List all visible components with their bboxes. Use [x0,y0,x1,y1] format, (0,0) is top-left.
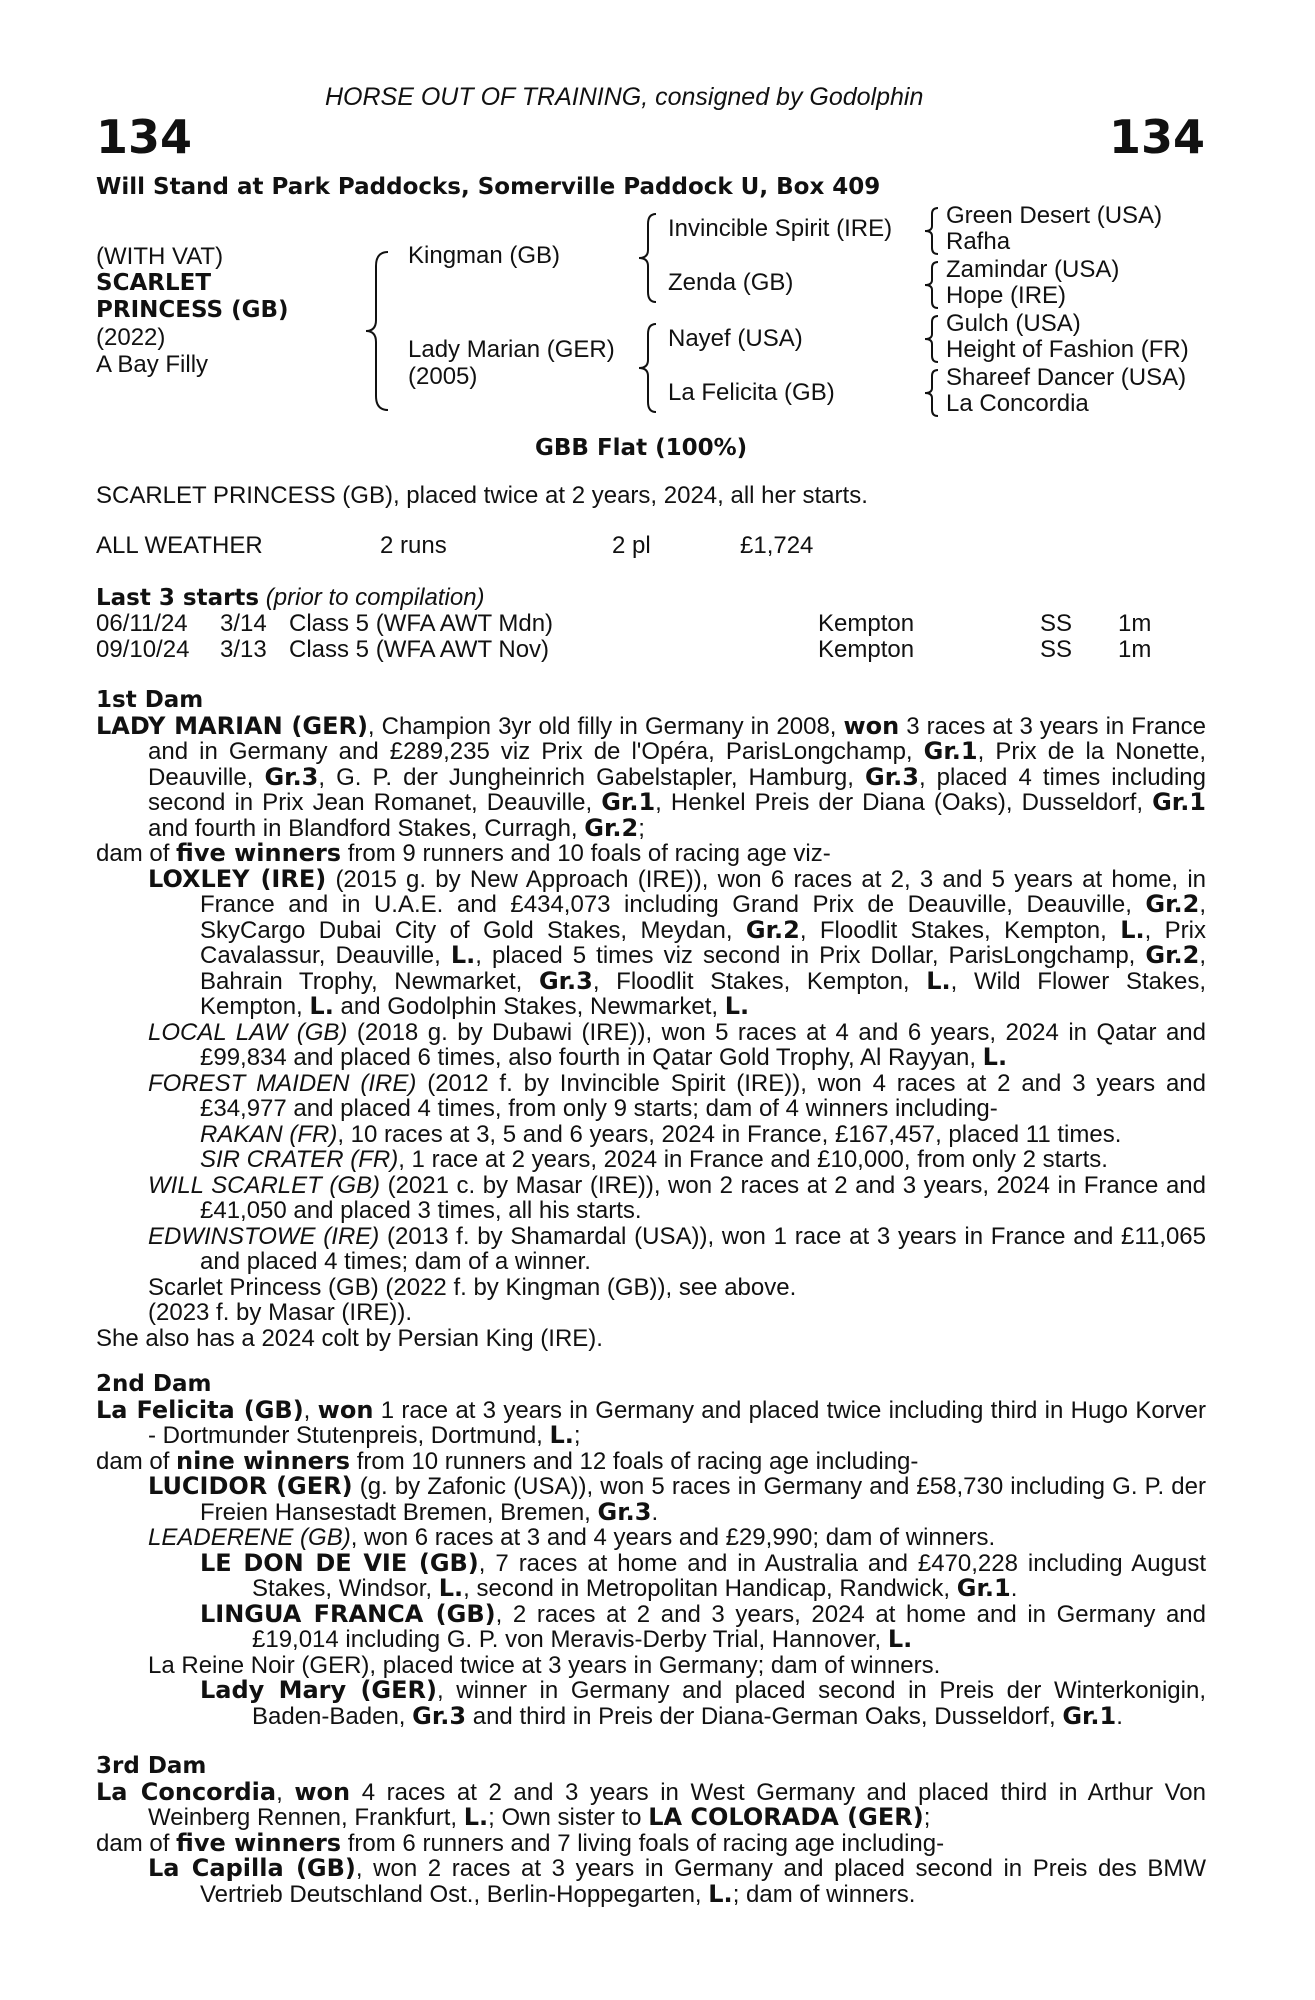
pedigree-ggs-6: Height of Fashion (FR) [946,336,1189,363]
start-going: SS [1040,636,1073,663]
start-course: Kempton [818,610,915,637]
produce-leaderene: LEADERENE (GB), won 6 races at 3 and 4 years and £29,990; dam of winners. [148,1524,996,1551]
start-date: 06/11/24 [96,610,188,637]
pedigree-sire-dam: Zenda (GB) [668,269,794,296]
first-dam-name: LADY MARIAN (GER) [96,711,368,740]
lot-number-left: 134 [96,110,193,164]
pedigree-brace-g1 [922,206,940,256]
pedigree-sire: Kingman (GB) [408,242,561,269]
horse-name-line2: PRINCESS (GB) [96,297,289,323]
stable-location: Will Stand at Park Paddocks, Somerville Paddock U, Box 409 [96,174,881,200]
pedigree-brace-g3 [922,314,940,364]
first-dam-produce-summary: dam of five winners from 9 runners and 10 foals of racing age viz- [96,839,831,867]
pedigree-ggs-7: Shareef Dancer (USA) [946,364,1187,391]
lot-number-right: 134 [1108,110,1205,164]
horse-name-line1: SCARLET [96,270,212,296]
pedigree-ggs-4: Hope (IRE) [946,282,1067,309]
record-runs: 2 runs [380,532,447,559]
pedigree-brace-gen1 [362,250,392,412]
start-distance: 1m [1118,610,1152,637]
produce-loxley: LOXLEY (IRE) (2015 g. by New Approach (IRE)), won 6 races at 2, 3 and 5 years at home, in France and in U.A.E. and £434,073 including Grand Prix de Deauville, Deauville, Gr.2, SkyCargo Dubai City of Gold Stakes, Meydan, Gr.2, Floodlit Stakes, Kempton, L., Prix Cavalassur, Deauville, L., placed 5 times viz second in Prix Dollar, ParisLongchamp, Gr.2, Bahrain Trophy, Newmarket, Gr.3, Floodlit Stakes, Kempton, L., Wild Flower Stakes, Kempton, L. and Godolphin Stakes, Newmarket, L. [148,864,1207,1020]
start-course: Kempton [818,636,915,663]
start-date: 09/10/24 [96,636,190,663]
gbb-flat-badge: GBB Flat (100%) [535,435,748,461]
second-dam-heading: 2nd Dam [96,1371,212,1397]
race-summary: SCARLET PRINCESS (GB), placed twice at 2 years, 2024, all her starts. [96,482,868,509]
third-dam-section [96,1754,1206,1907]
horse-year: (2022) [96,324,166,351]
start-distance: 1m [1118,636,1152,663]
produce-will-scarlet: WILL SCARLET (GB) (2021 c. by Masar (IRE)), won 2 races at 2 and 3 years, 2024 in France and £41,050 and placed 3 times, all his starts. [148,1171,1206,1224]
start-going: SS [1040,610,1073,637]
produce-2024-colt: She also has a 2024 colt by Persian King (IRE). [96,1324,603,1352]
start-position: 3/13 [220,636,267,663]
pedigree-brace-dam [636,322,658,414]
third-dam-name: La Concordia [96,1777,277,1806]
pedigree-brace-g2 [922,260,940,310]
pedigree-dam: Lady Marian (GER) [408,336,615,363]
produce-lady-mary: Lady Mary (GER), winner in Germany and placed second in Preis der Winterkonigin, Baden-Baden, Gr.3 and third in Preis der Diana-German Oaks, Dusseldorf, Gr.1. [200,1676,1207,1730]
start-race: Class 5 (WFA AWT Nov) [289,636,550,663]
third-dam-entry: La Concordia, won 4 races at 2 and 3 years in West Germany and placed third in Arthur Von Weinberg Rennen, Frankfurt, L.; Own sister to LA COLORADA (GER); [96,1777,1206,1831]
produce-forest-maiden: FOREST MAIDEN (IRE) (2012 f. by Invincible Spirit (IRE)), won 4 races at 2 and 3 years and £34,977 and placed 4 times, from only 9 starts; dam of 4 winners including- [148,1069,1206,1122]
pedigree-brace-sire [636,212,658,304]
pedigree-ggs-8: La Concordia [946,390,1089,417]
last-starts-title: Last 3 starts [96,585,260,611]
produce-sir-crater: SIR CRATER (FR), 1 race at 2 years, 2024 in France and £10,000, from only 2 starts. [200,1146,1108,1173]
pedigree-brace-g4 [922,368,940,418]
pedigree-ggs-5: Gulch (USA) [946,310,1081,337]
record-placed: 2 pl [612,532,651,559]
last-starts-note: (prior to compilation) [265,584,485,611]
produce-lucidor: LUCIDOR (GER) (g. by Zafonic (USA)), won 5 races in Germany and £58,730 including G. P. der Freien Hansestadt Bremen, Bremen, Gr.3. [148,1472,1206,1526]
pedigree-dam-sire: Nayef (USA) [668,325,803,352]
pedigree-dam-dam: La Felicita (GB) [668,379,835,406]
second-dam-entry: La Felicita (GB), won 1 race at 3 years in Germany and placed twice including third in Hugo Korver - Dortmunder Stutenpreis, Dortmund, L.; [96,1395,1207,1449]
second-dam-produce-summary: dam of nine winners from 10 runners and 12 foals of racing age including- [96,1446,919,1475]
first-dam-section [96,688,1206,1351]
pedigree-ggs-2: Rafha [946,228,1011,255]
pedigree-dam-year: (2005) [408,363,478,390]
horse-description: A Bay Filly [96,351,209,378]
pedigree-ggs-3: Zamindar (USA) [946,256,1120,283]
produce-scarlet-princess: Scarlet Princess (GB) (2022 f. by Kingman (GB)), see above. [148,1273,797,1301]
last-starts-heading [96,585,485,611]
produce-lingua-franca: LINGUA FRANCA (GB), 2 races at 2 and 3 years, 2024 at home and in Germany and £19,014 including G. P. von Meravis-Derby Trial, Hannover, L. [200,1599,1206,1653]
second-dam-name: La Felicita (GB) [96,1395,304,1424]
third-dam-heading: 3rd Dam [96,1753,207,1779]
second-dam-section [96,1372,1206,1729]
produce-rakan: RAKAN (FR), 10 races at 3, 5 and 6 years, 2024 in France, £167,457, placed 11 times. [200,1120,1122,1148]
vat-note: (WITH VAT) [96,243,224,270]
pedigree-ggs-1: Green Desert (USA) [946,202,1163,229]
first-dam-entry: LADY MARIAN (GER), Champion 3yr old filly in Germany in 2008, won 3 races at 3 years in France and in Germany and £289,235 viz Prix de l'Opéra, ParisLongchamp, Gr.1, Prix de la Nonette, Deauville, Gr.3, G. P. der Jungheinrich Gabelstapler, Hamburg, Gr.3, placed 4 times including second in Prix Jean Romanet, Deauville, Gr.1, Henkel Preis der Diana (Oaks), Dusseldorf, Gr.1 and fourth in Blandford Stakes, Curragh, Gr.2; [96,711,1207,842]
catalogue-subtitle: HORSE OUT OF TRAINING, consigned by Godolphin [325,83,924,111]
record-earnings: £1,724 [740,532,814,559]
produce-le-don-de-vie: LE DON DE VIE (GB), 7 races at home and in Australia and £470,228 including August Stakes, Windsor, L., second in Metropolitan Handicap, Randwick, Gr.1. [200,1548,1206,1602]
start-race: Class 5 (WFA AWT Mdn) [289,610,554,637]
record-surface: ALL WEATHER [96,532,263,559]
produce-2023-foal: (2023 f. by Masar (IRE)). [148,1299,413,1326]
pedigree-sire-sire: Invincible Spirit (IRE) [668,215,893,242]
third-dam-produce-summary: dam of five winners from 6 runners and 7 living foals of racing age including- [96,1828,945,1857]
produce-edwinstowe: EDWINSTOWE (IRE) (2013 f. by Shamardal (USA)), won 1 race at 3 years in France and £11,065 and placed 4 times; dam of a winner. [148,1222,1206,1275]
produce-la-capilla: La Capilla (GB), won 2 races at 3 years in Germany and placed second in Preis des BMW Vertrieb Deutschland Ost., Berlin-Hoppegarten, L.; dam of winners. [148,1854,1206,1908]
produce-local-law: LOCAL LAW (GB) (2018 g. by Dubawi (IRE)), won 5 races at 4 and 6 years, 2024 in Qatar and £99,834 and placed 6 times, also fourth in Qatar Gold Trophy, Al Rayyan, L. [148,1018,1207,1071]
produce-la-reine-noir: La Reine Noir (GER), placed twice at 3 years in Germany; dam of winners. [148,1651,941,1679]
start-position: 3/14 [220,610,267,637]
first-dam-heading: 1st Dam [96,687,204,713]
